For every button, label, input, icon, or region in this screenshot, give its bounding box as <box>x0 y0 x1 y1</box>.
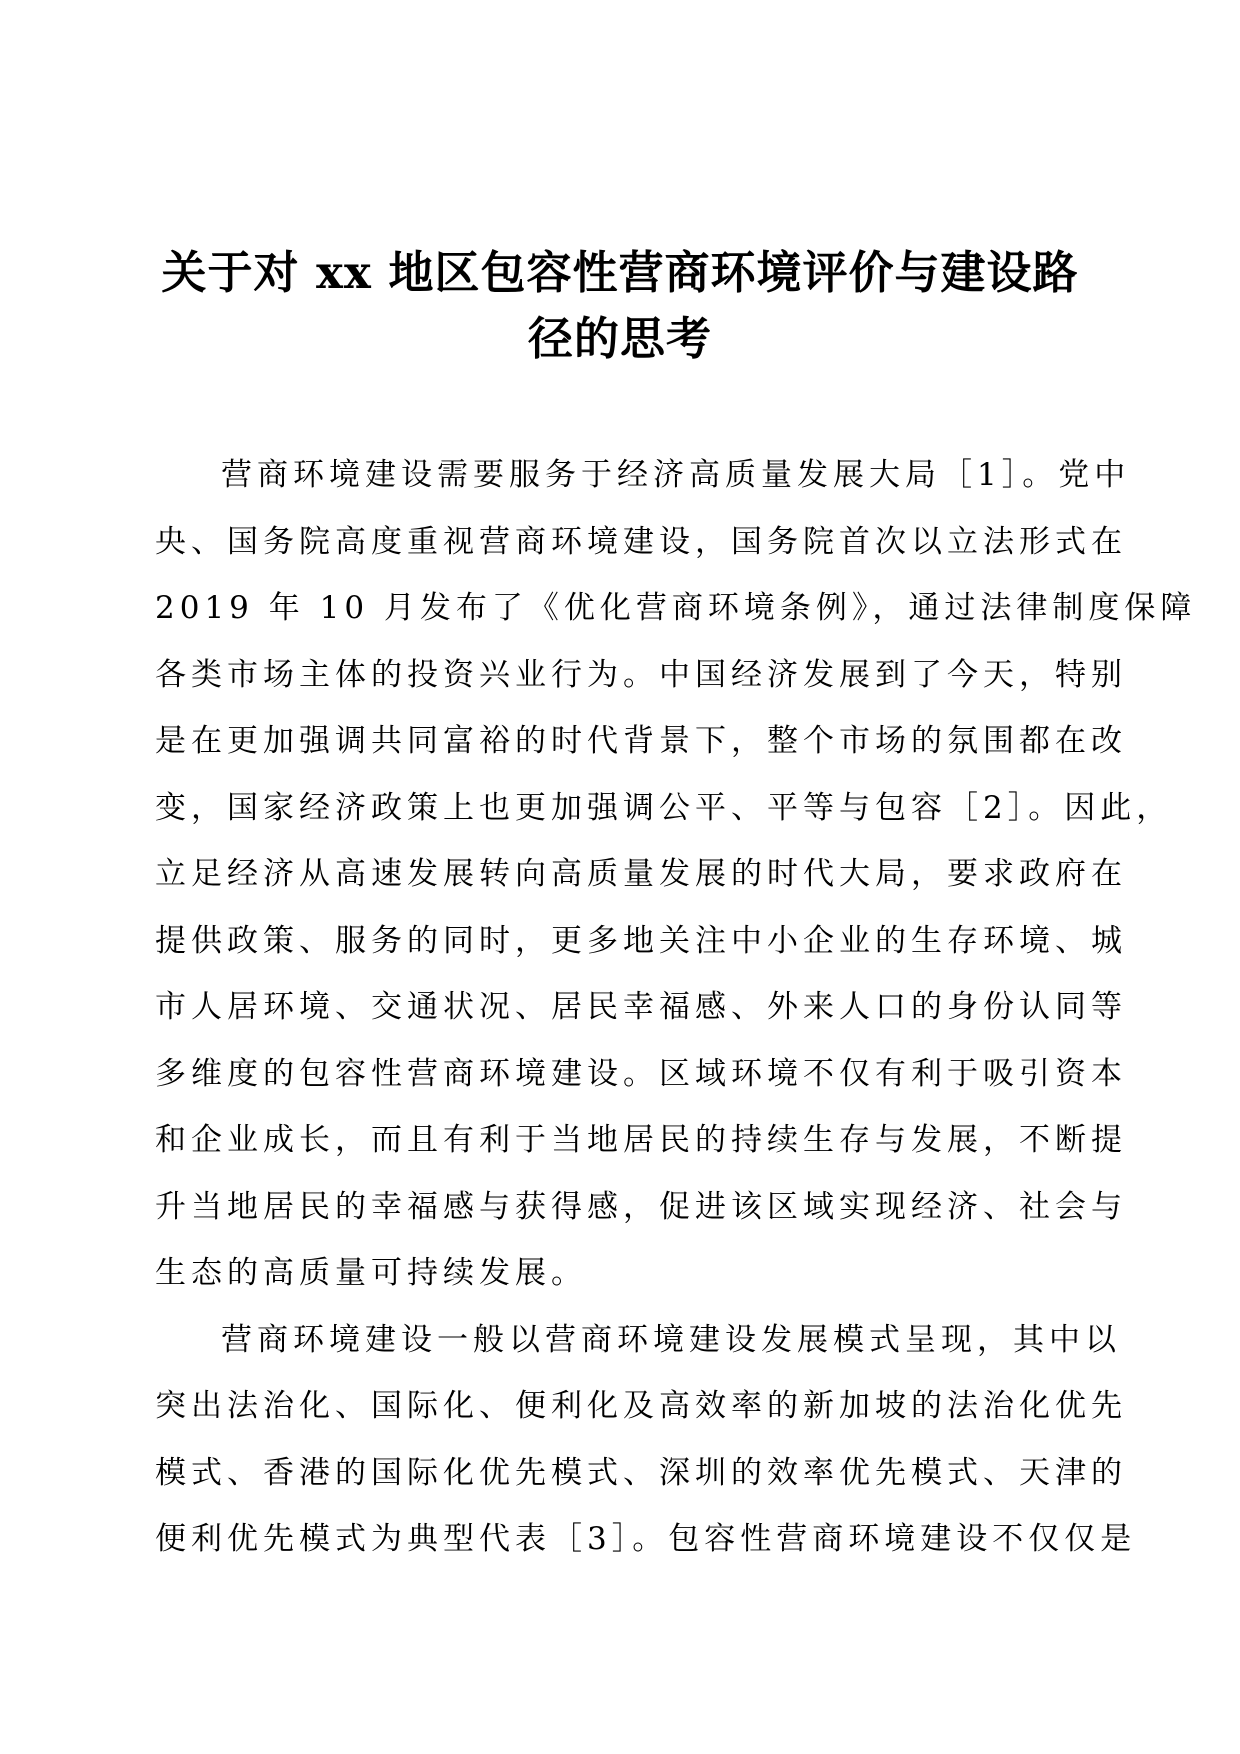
title-line-1: 关于对 xx 地区包容性营商环境评价与建设路 <box>161 246 1079 299</box>
paragraph-line: 升当地居民的幸福感与获得感，促进该区域实现经济、社会与 <box>155 1188 1127 1225</box>
paragraph-line: 模式、香港的国际化优先模式、深圳的效率优先模式、天津的 <box>155 1454 1127 1491</box>
paragraph-2 <box>155 1307 1137 1573</box>
paragraph-line: 和企业成长，而且有利于当地居民的持续生存与发展，不断提 <box>155 1122 1127 1158</box>
title-line-2: 径的思考 <box>527 312 712 365</box>
document-title <box>120 240 1120 372</box>
paragraph-line: 便利优先模式为典型代表［3］。包容性营商环境建设不仅仅是 <box>155 1521 1137 1557</box>
paragraph-line: 各类市场主体的投资兴业行为。中国经济发展到了今天，特别 <box>155 656 1127 693</box>
paragraph-line: 立足经济从高速发展转向高质量发展的时代大局，要求政府在 <box>155 856 1127 892</box>
paragraph-line: 突出法治化、国际化、便利化及高效率的新加坡的法治化优先 <box>155 1388 1127 1424</box>
paragraph-line: 是在更加强调共同富裕的时代背景下，整个市场的氛围都在改 <box>155 723 1127 759</box>
paragraph-line: 生态的高质量可持续发展。 <box>155 1255 587 1291</box>
paragraph-line: 市人居环境、交通状况、居民幸福感、外来人口的身份认同等 <box>155 989 1127 1025</box>
paragraph-1 <box>155 442 1197 1307</box>
paragraph-line: 营商环境建设一般以营商环境建设发展模式呈现，其中以 <box>221 1321 1121 1358</box>
paragraph-line: 营商环境建设需要服务于经济高质量发展大局［1］。党中 <box>221 457 1131 493</box>
paragraph-line: 多维度的包容性营商环境建设。区域环境不仅有利于吸引资本 <box>155 1055 1127 1092</box>
paragraph-line: 2019 年 10 月发布了《优化营商环境条例》，通过法律制度保障 <box>155 590 1197 626</box>
paragraph-line: 变，国家经济政策上也更加强调公平、平等与包容［2］。因此， <box>155 789 1173 826</box>
document-body <box>155 442 1197 1573</box>
paragraph-line: 央、国务院高度重视营商环境建设，国务院首次以立法形式在 <box>155 523 1127 560</box>
paragraph-line: 提供政策、服务的同时，更多地关注中小企业的生存环境、城 <box>155 922 1127 959</box>
